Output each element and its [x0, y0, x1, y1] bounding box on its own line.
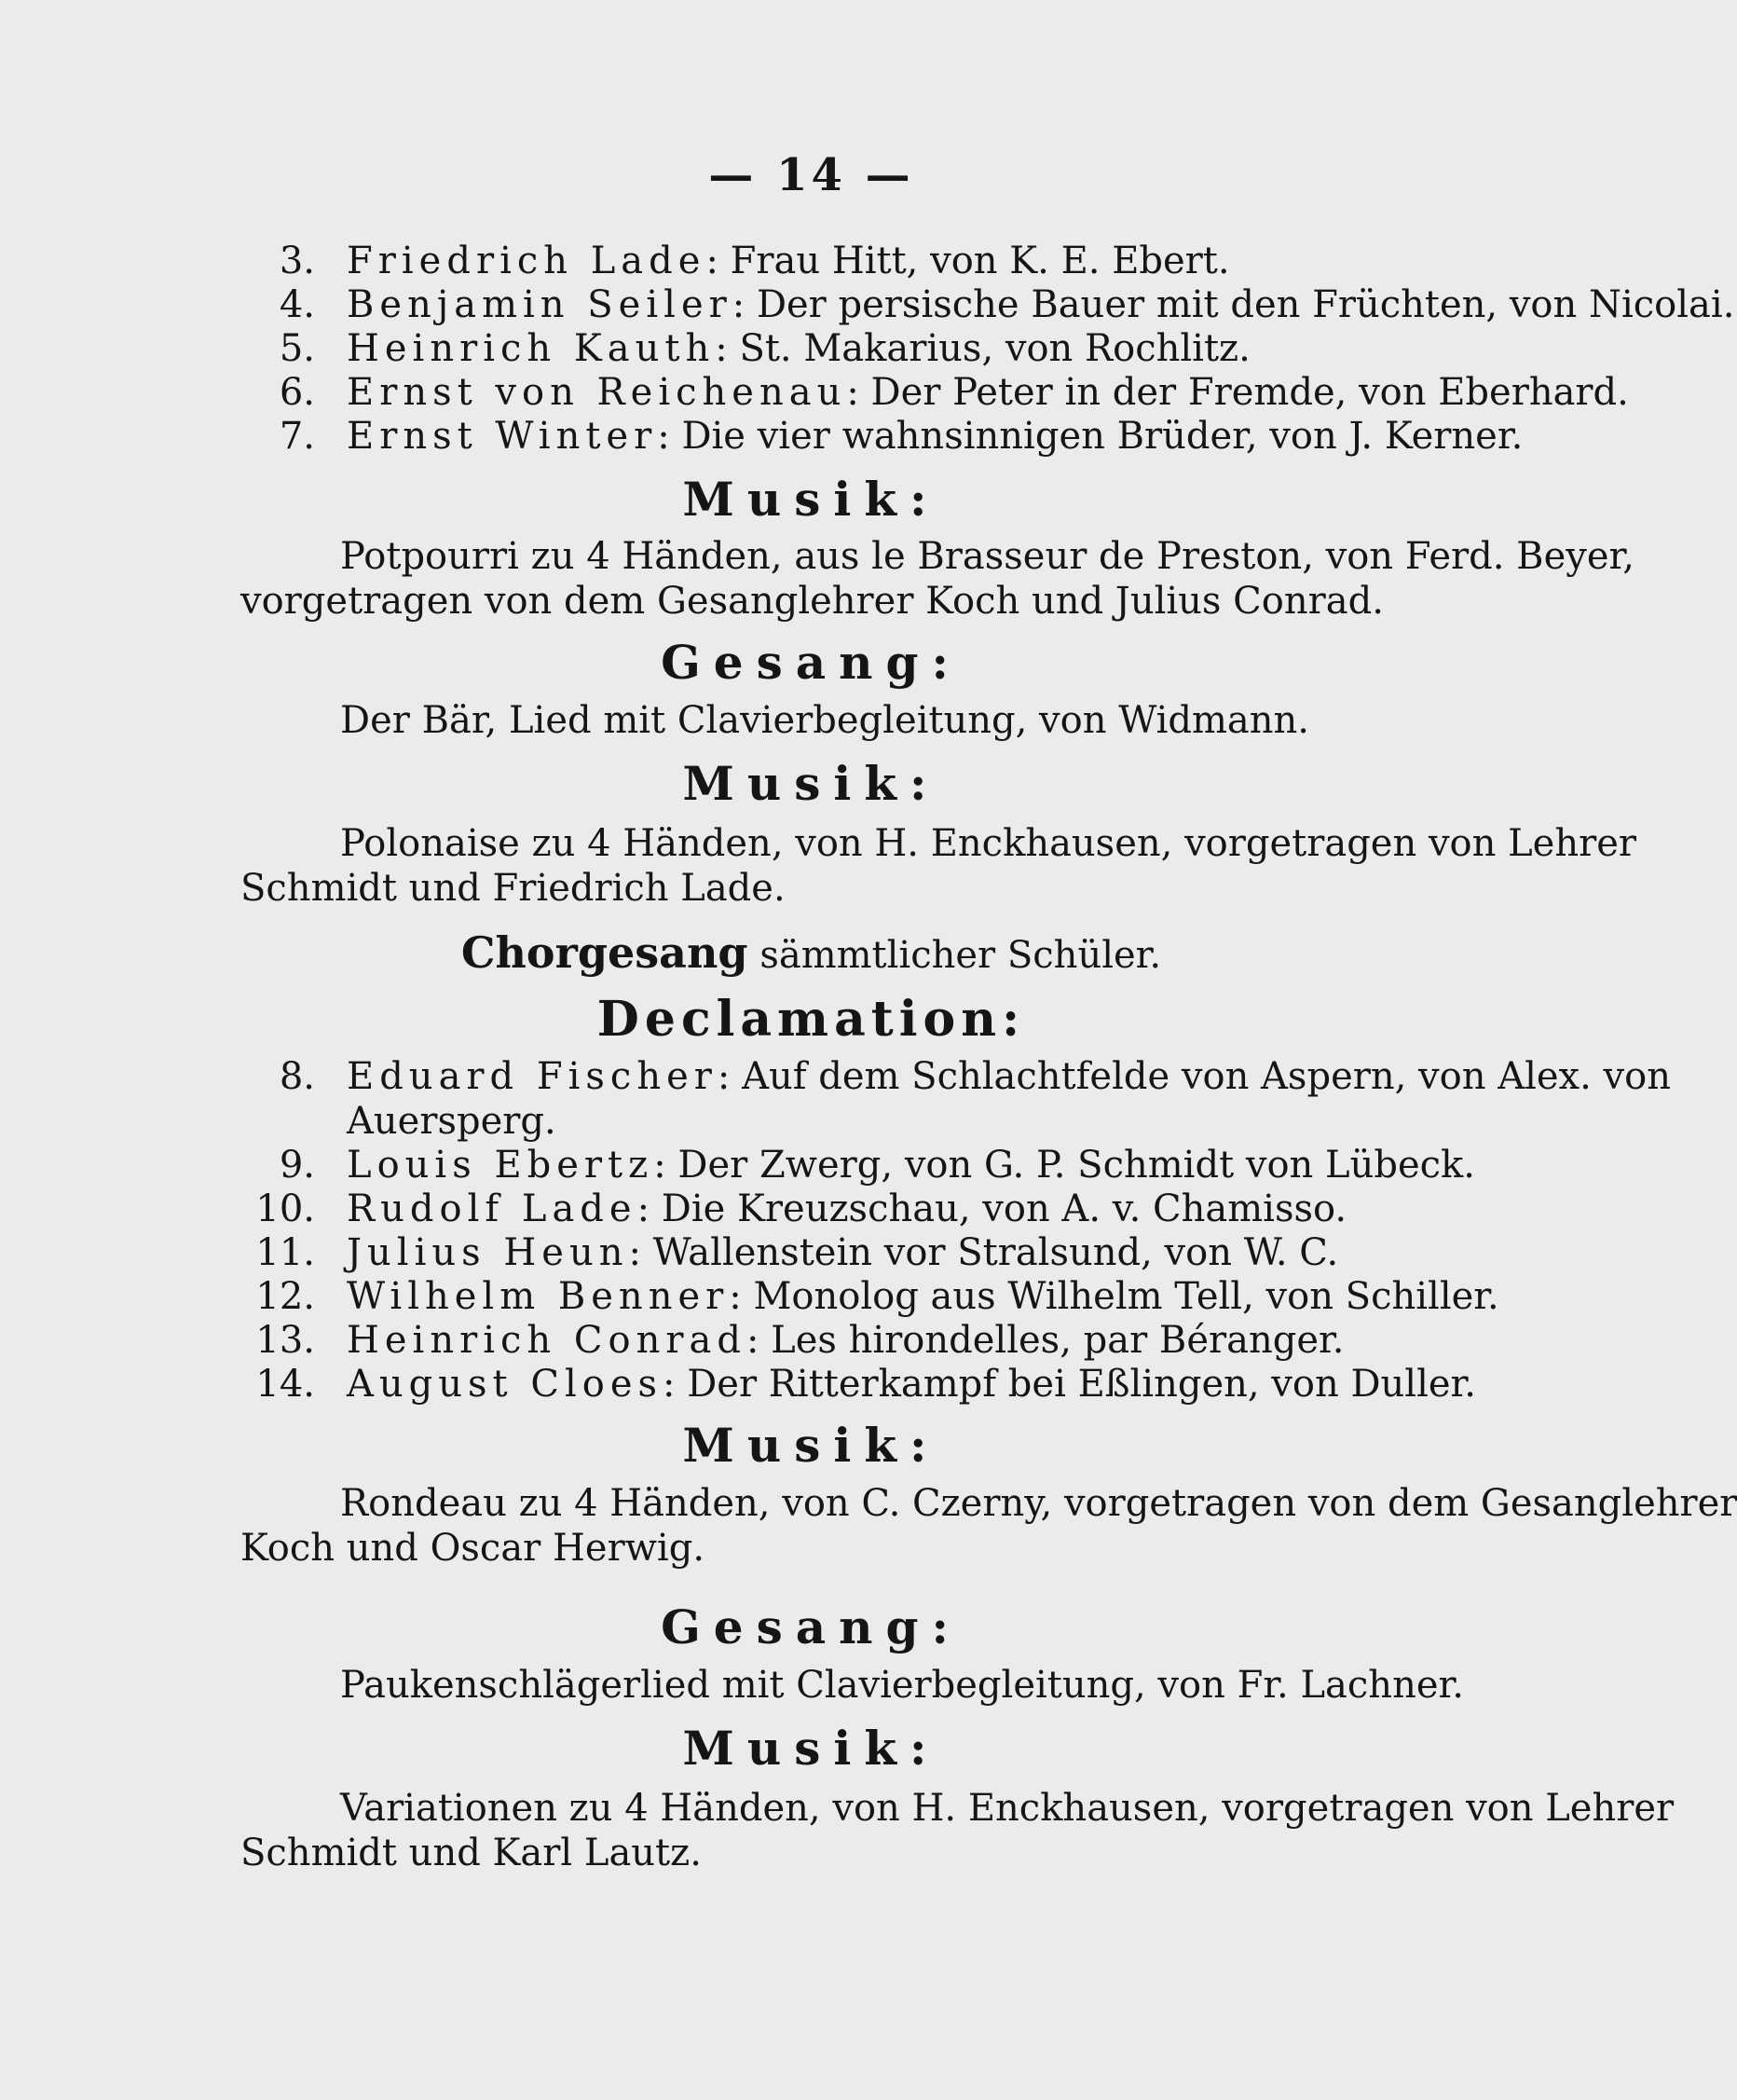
list-item: Heinrich Conrad: Les hirondelles, par Béranger.: [347, 1319, 1345, 1362]
programme-line: Polonaise zu 4 Händen, von H. Enckhausen, vorgetragen von Lehrer: [340, 822, 1637, 865]
item-number: 3.: [279, 240, 315, 282]
item-number: 10.: [255, 1187, 315, 1230]
item-number: 12.: [255, 1275, 315, 1318]
section-heading-declamation: Declamation:: [596, 991, 1026, 1048]
item-number: 13.: [255, 1319, 315, 1362]
list-item: Benjamin Seiler: Der persische Bauer mit den Früchten, von Nicolai.: [347, 283, 1735, 326]
list-item: Wilhelm Benner: Monolog aus Wilhelm Tell, von Schiller.: [347, 1275, 1499, 1318]
list-item: Friedrich Lade: Frau Hitt, von K. E. Ebert.: [347, 240, 1230, 282]
list-item: Eduard Fischer: Auf dem Schlachtfelde von Aspern, von Alex. von: [347, 1055, 1671, 1098]
list-item: Ernst Winter: Die vier wahnsinnigen Brüder, von J. Kerner.: [347, 415, 1524, 458]
section-heading-gesang: Gesang:: [661, 1599, 962, 1654]
list-item: Louis Ebertz: Der Zwerg, von G. P. Schmidt von Lübeck.: [347, 1144, 1475, 1187]
programme-line: Variationen zu 4 Händen, von H. Enckhausen, vorgetragen von Lehrer: [340, 1787, 1675, 1830]
list-item: Heinrich Kauth: St. Makarius, von Rochlitz.: [347, 327, 1251, 370]
programme-line: Der Bär, Lied mit Clavierbegleitung, von Widmann.: [340, 699, 1310, 742]
item-number: 6.: [279, 371, 315, 414]
programme-line: Schmidt und Karl Lautz.: [240, 1832, 702, 1874]
list-item: Ernst von Reichenau: Der Peter in der Fremde, von Eberhard.: [347, 371, 1629, 414]
item-number: 11.: [255, 1231, 315, 1274]
item-number: 9.: [279, 1144, 315, 1187]
section-heading-musik: Musik:: [682, 1418, 940, 1473]
item-number: 4.: [279, 283, 315, 326]
item-number: 5.: [279, 327, 315, 370]
section-heading-musik: Musik:: [682, 1721, 940, 1776]
section-heading-musik: Musik:: [682, 756, 940, 811]
section-heading-musik: Musik:: [682, 472, 940, 527]
programme-line: Paukenschlägerlied mit Clavierbegleitung, von Fr. Lachner.: [340, 1664, 1464, 1707]
item-number: 7.: [279, 415, 315, 458]
chorgesang-line: Chorgesang sämmtlicher Schüler.: [460, 927, 1162, 978]
list-item-continuation: Auersperg.: [347, 1100, 556, 1143]
item-number: 8.: [279, 1055, 315, 1098]
programme-line: vorgetragen von dem Gesanglehrer Koch und Julius Conrad.: [240, 580, 1384, 623]
list-item: August Cloes: Der Ritterkampf bei Eßlingen, von Duller.: [347, 1363, 1476, 1406]
programme-line: Rondeau zu 4 Händen, von C. Czerny, vorgetragen von dem Gesanglehrer: [340, 1482, 1737, 1525]
list-item: Julius Heun: Wallenstein vor Stralsund, von W. C.: [347, 1231, 1339, 1274]
programme-line: Schmidt und Friedrich Lade.: [240, 867, 786, 910]
section-heading-gesang: Gesang:: [661, 635, 962, 690]
item-number: 14.: [255, 1363, 315, 1406]
list-item: Rudolf Lade: Die Kreuzschau, von A. v. Chamisso.: [347, 1187, 1347, 1230]
programme-line: Koch und Oscar Herwig.: [240, 1527, 705, 1570]
programme-line: Potpourri zu 4 Händen, aus le Brasseur de Preston, von Ferd. Beyer,: [340, 535, 1634, 578]
page-number: — 14 —: [708, 149, 914, 201]
